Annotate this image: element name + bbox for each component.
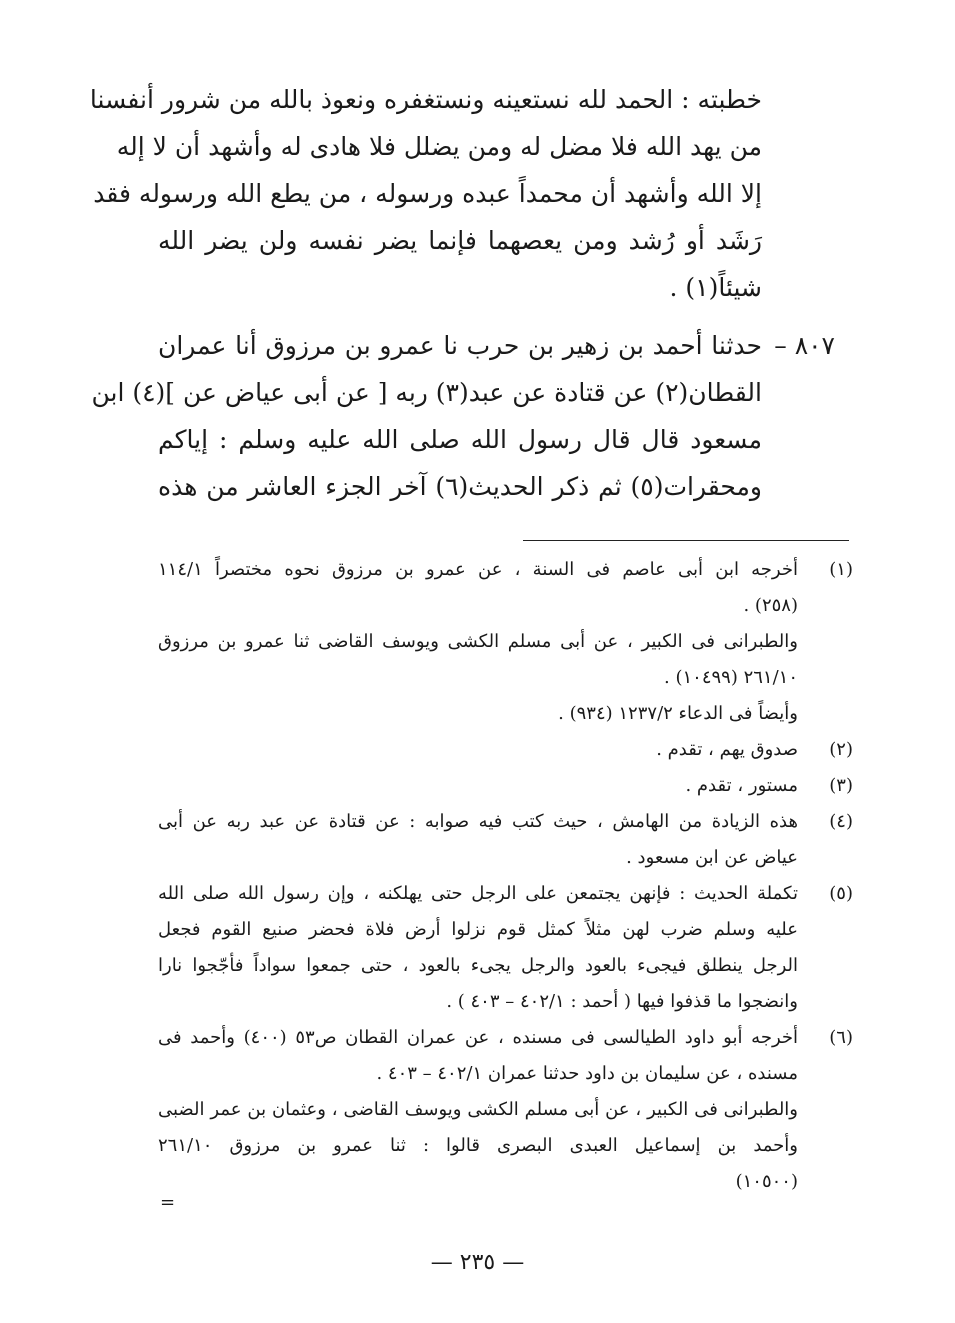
footnote-line: وأحمد بن إسماعيل العبدى البصرى قالوا : ثنا عمرو بن مرزوق ٢٦١/١٠ [158,1135,798,1156]
footnote [158,768,853,804]
footnote [158,876,853,1020]
footnote-line: ٢٦١/١٠ (١٠٤٩٩) . [664,667,798,688]
footnote-line: مسنده ، عن سليمان بن داود حدثنا عمران ٤٠٢/١ – ٤٠٣ . [376,1063,798,1084]
footnote [158,552,853,732]
footnote-line: وأيضاً فى الدعاء ١٢٣٧/٢ (٩٣٤) . [558,703,798,724]
main-text-line: إلا الله وأشهد أن محمداً عبده ورسوله ، من يطع الله ورسوله فقد [93,179,762,208]
footnote-line: أخرجه ابن أبى عاصم فى السنة ، عن عمرو بن مرزوق نحوه مختصراً ١١٤/١ [158,559,798,580]
footnote-line: (١٠٥٠٠) [735,1171,798,1192]
hadith-line: القطان(٢) عن قتادة عن عبد(٣) ربه [ عن أبى عياض عن ](٤) ابن [91,378,762,407]
footnote-number: (٥) [829,883,853,904]
footnote-number: (٢) [829,739,853,760]
footnote-line: هذه الزيادة من الهامش ، حيث كتب فيه صوابه : عن قتادة عن عبد ربه عن أبى [158,811,798,832]
footnote-line: صدوق يهم ، تقدم . [656,739,798,760]
footnotes-block [158,552,853,1200]
footnote [158,804,853,876]
main-text-line: شيئاً(١) . [669,273,762,302]
footnote-line: والطبرانى فى الكبير ، عن أبى مسلم الكشى ويوسف القاضى ثنا عمرو بن مرزوق [158,631,798,652]
footnote-line: (٢٥٨) . [743,595,798,616]
footnote-line: أخرجه أبو داود الطيالسى فى مسنده ، عن عمران القطان ص٥٣ (٤٠٠) وأحمد فى [158,1027,799,1048]
footnote-separator [523,540,849,541]
footnote-line: وانضجوا ما قذفوا فيها ( أحمد : ٤٠٢/١ – ٤٠٣ ) . [446,991,798,1012]
footnote-line: مستور ، تقدم . [685,775,798,796]
main-text-line: رَشَد أو رُشد ومن يعصهما فإنما يضر نفسه ولن يضر الله [158,226,762,255]
main-text-line: من يهد الله فلا مضل له ومن يضلل فلا هادى له وأشهد أن لا إله [116,132,762,161]
footnote-line: عليه وسلم ضرب لهن مثلاً كمثل قوم نزلوا أرض فلاة فحضر صنيع القوم فجعل [158,919,798,940]
hadith-text [91,322,762,510]
main-text-block [89,76,762,311]
footnote-number: (١) [829,559,853,580]
hadith-number: ٨٠٧ – [774,331,835,360]
continuation-mark: = [160,1192,176,1213]
footnote-number: (٣) [829,775,853,796]
footnote-number: (٦) [829,1027,853,1048]
footnote [158,1020,853,1200]
main-text-line: خطبته : الحمد لله نستعينه ونستغفره ونعوذ بالله من شرور أنفسنا [89,85,762,114]
hadith-line: ومحقرات(٥) ثم ذكر الحديث(٦) آخر الجزء العاشر من هذه [158,472,762,501]
hadith-line: مسعود قال قال رسول الله صلى الله عليه وسلم : إياكم [158,425,762,454]
footnote-number: (٤) [829,811,853,832]
footnote-line: تكملة الحديث : فإنهن يجتمعن على الرجل حتى يهلكنه ، وإن رسول الله صلى الله [158,883,798,904]
hadith-line: حدثنا أحمد بن زهير بن حرب نا عمرو بن مرزوق أنا عمران [158,331,762,360]
footnote-line: والطبرانى فى الكبير ، عن أبى مسلم الكشى ويوسف القاضى ، وعثمان بن عمر الضبى [158,1099,798,1120]
footnote-line: الرجل ينطلق فيجىء بالعود والرجل يجىء بالعود ، حتى جمعوا سواداً فأجّجوا نارا [158,955,798,976]
page-number: — ٢٣٥ — [430,1250,525,1275]
footnote [158,732,853,768]
footnote-line: عياض عن ابن مسعود . [626,847,798,868]
